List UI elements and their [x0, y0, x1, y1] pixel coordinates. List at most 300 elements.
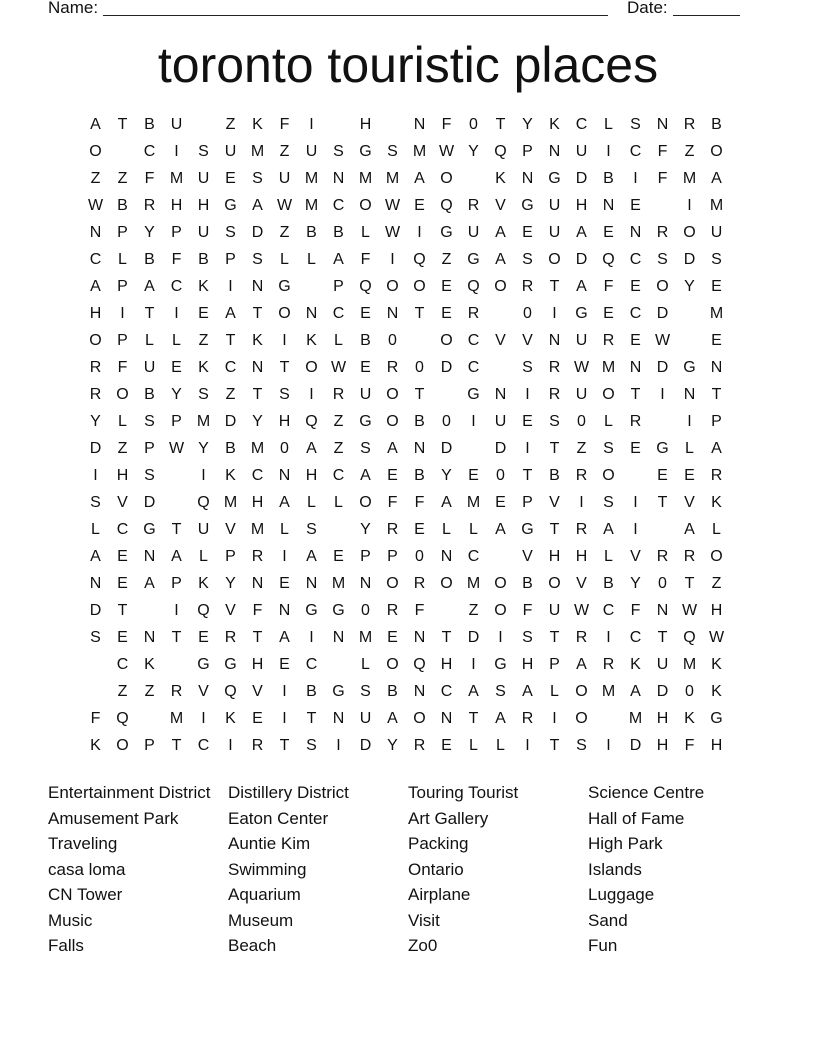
grid-cell: T: [549, 521, 560, 538]
grid-cell: U: [170, 116, 183, 133]
grid-cell: C: [251, 467, 264, 484]
grid-row: [82, 493, 732, 520]
grid-cell: K: [90, 737, 101, 754]
grid-cell: P: [387, 548, 398, 565]
grid-cell: R: [548, 359, 561, 376]
grid-cell: E: [360, 305, 371, 322]
grid-cell: R: [575, 467, 588, 484]
grid-cell: U: [656, 656, 669, 673]
grid-cell: I: [93, 467, 98, 484]
grid-cell: L: [307, 494, 316, 511]
grid-cell: T: [441, 629, 452, 646]
grid-cell: D: [656, 305, 669, 322]
grid-cell: K: [711, 656, 722, 673]
grid-cell: O: [710, 548, 723, 565]
grid-cell: N: [143, 548, 156, 565]
grid-cell: S: [198, 386, 209, 403]
grid-cell: B: [198, 251, 209, 268]
grid-cell: U: [467, 224, 480, 241]
grid-cell: D: [143, 494, 156, 511]
grid-cell: O: [386, 575, 399, 592]
grid-cell: S: [252, 170, 263, 187]
grid-cell: D: [251, 224, 264, 241]
grid-cell: Q: [467, 278, 480, 295]
grid-cell: Y: [630, 575, 641, 592]
grid-cell: C: [170, 278, 183, 295]
word-item: Sand: [588, 910, 628, 930]
grid-row: [82, 169, 732, 196]
grid-cell: G: [710, 710, 723, 727]
grid-cell: V: [630, 548, 641, 565]
grid-cell: Z: [711, 575, 722, 592]
word-bank: [48, 780, 768, 960]
grid-cell: E: [198, 305, 209, 322]
grid-row: [82, 574, 732, 601]
grid-cell: B: [306, 224, 317, 241]
grid-cell: U: [197, 224, 210, 241]
grid-cell: O: [548, 575, 561, 592]
grid-cell: N: [413, 440, 426, 457]
grid-cell: Z: [117, 683, 128, 700]
grid-cell: E: [414, 197, 425, 214]
grid-cell: D: [224, 413, 237, 430]
grid-cell: A: [495, 224, 506, 241]
grid-cell: E: [279, 656, 290, 673]
grid-cell: C: [629, 251, 642, 268]
grid-cell: M: [466, 575, 481, 592]
grid-cell: R: [602, 332, 615, 349]
grid-cell: M: [601, 683, 616, 700]
grid-cell: U: [278, 170, 291, 187]
grid-cell: H: [575, 548, 588, 565]
grid-cell: U: [548, 197, 561, 214]
grid-cell: P: [549, 656, 560, 673]
grid-cell: C: [116, 521, 129, 538]
grid-cell: C: [332, 467, 345, 484]
grid-cell: I: [309, 386, 314, 403]
grid-cell: I: [498, 629, 503, 646]
word-item: Beach: [228, 936, 277, 955]
grid-cell: H: [305, 467, 318, 484]
grid-cell: V: [225, 602, 236, 619]
grid-cell: D: [467, 629, 480, 646]
grid-cell: A: [90, 548, 101, 565]
grid-cell: L: [469, 521, 478, 538]
grid-cell: V: [549, 494, 560, 511]
grid-cell: H: [521, 656, 534, 673]
grid-cell: A: [360, 467, 371, 484]
grid-cell: E: [630, 440, 641, 457]
grid-cell: C: [575, 116, 588, 133]
grid-cell: D: [683, 251, 696, 268]
grid-cell: M: [358, 629, 373, 646]
grid-cell: A: [333, 251, 344, 268]
grid-cell: Z: [225, 116, 236, 133]
grid-cell: I: [282, 710, 287, 727]
grid-cell: R: [710, 467, 723, 484]
grid-cell: L: [712, 521, 721, 538]
grid-cell: L: [469, 737, 478, 754]
grid-cell: 0: [442, 413, 451, 430]
grid-cell: Q: [683, 629, 696, 646]
grid-cell: E: [387, 467, 398, 484]
grid-cell: F: [252, 602, 263, 619]
grid-cell: K: [144, 656, 155, 673]
word-item: Swimming: [228, 859, 307, 879]
grid-cell: I: [687, 413, 692, 430]
grid-cell: E: [603, 305, 614, 322]
grid-cell: H: [656, 737, 669, 754]
grid-cell: I: [633, 494, 638, 511]
grid-cell: F: [522, 602, 533, 619]
grid-cell: A: [414, 170, 425, 187]
grid-cell: R: [386, 359, 399, 376]
grid-cell: E: [441, 305, 452, 322]
grid-cell: P: [171, 413, 182, 430]
grid-cell: A: [387, 710, 398, 727]
grid-cell: N: [629, 359, 642, 376]
grid-cell: C: [224, 359, 237, 376]
grid-cell: O: [548, 251, 561, 268]
grid-cell: O: [683, 224, 696, 241]
grid-cell: M: [196, 413, 211, 430]
grid-cell: P: [117, 332, 128, 349]
grid-cell: R: [89, 386, 102, 403]
grid-cell: G: [521, 521, 534, 538]
grid-cell: I: [579, 494, 584, 511]
grid-cell: M: [331, 575, 346, 592]
grid-cell: G: [494, 656, 507, 673]
grid-cell: A: [144, 278, 155, 295]
grid-cell: B: [360, 332, 371, 349]
grid-cell: G: [467, 251, 480, 268]
grid-cell: L: [199, 548, 208, 565]
word-item: Auntie Kim: [228, 834, 311, 853]
grid-cell: E: [495, 494, 506, 511]
grid-cell: W: [87, 197, 104, 214]
grid-cell: R: [629, 413, 642, 430]
grid-cell: I: [552, 305, 557, 322]
grid-cell: M: [709, 197, 724, 214]
grid-cell: O: [656, 278, 669, 295]
grid-row: [82, 196, 732, 223]
grid-cell: R: [251, 548, 264, 565]
grid-cell: I: [336, 737, 341, 754]
grid-cell: B: [414, 413, 425, 430]
grid-cell: 0: [685, 683, 694, 700]
grid-cell: R: [521, 710, 534, 727]
grid-cell: P: [117, 278, 128, 295]
grid-cell: O: [89, 143, 102, 160]
grid-cell: R: [170, 683, 183, 700]
grid-cell: B: [117, 197, 128, 214]
grid-cell: N: [386, 305, 399, 322]
grid-cell: N: [143, 629, 156, 646]
grid-cell: Y: [522, 116, 533, 133]
grid-cell: S: [144, 413, 155, 430]
grid-cell: L: [307, 251, 316, 268]
grid-cell: E: [360, 359, 371, 376]
word-item: Art Gallery: [408, 808, 489, 828]
grid-cell: E: [522, 413, 533, 430]
grid-row: [82, 466, 732, 493]
word-item: Entertainment District: [48, 783, 211, 802]
grid-cell: R: [575, 521, 588, 538]
grid-cell: U: [197, 170, 210, 187]
word-item: Luggage: [588, 885, 655, 904]
grid-cell: Z: [225, 386, 236, 403]
word-column: [228, 780, 349, 959]
grid-cell: N: [440, 710, 453, 727]
grid-cell: V: [495, 197, 506, 214]
grid-cell: W: [573, 359, 590, 376]
grid-cell: I: [552, 710, 557, 727]
grid-cell: O: [602, 467, 615, 484]
grid-cell: E: [117, 548, 128, 565]
grid-row: [82, 142, 732, 169]
grid-cell: K: [549, 116, 560, 133]
grid-cell: T: [171, 521, 182, 538]
grid-cell: I: [309, 629, 314, 646]
grid-cell: D: [656, 683, 669, 700]
grid-cell: L: [145, 332, 154, 349]
grid-cell: M: [304, 197, 319, 214]
grid-cell: U: [305, 143, 318, 160]
grid-cell: G: [305, 602, 318, 619]
grid-cell: P: [711, 413, 722, 430]
grid-cell: R: [521, 278, 534, 295]
grid-cell: B: [225, 440, 236, 457]
grid-cell: L: [172, 332, 181, 349]
grid-cell: H: [548, 548, 561, 565]
grid-cell: O: [602, 386, 615, 403]
grid-cell: S: [549, 413, 560, 430]
grid-cell: U: [143, 359, 156, 376]
word-item: Packing: [408, 834, 469, 853]
grid-cell: 0: [577, 413, 586, 430]
grid-cell: E: [252, 710, 263, 727]
grid-cell: P: [225, 548, 236, 565]
grid-cell: M: [682, 170, 697, 187]
grid-cell: N: [332, 710, 345, 727]
grid-cell: I: [201, 710, 206, 727]
grid-cell: E: [468, 467, 479, 484]
grid-cell: V: [117, 494, 128, 511]
grid-cell: A: [495, 251, 506, 268]
grid-cell: Q: [413, 251, 426, 268]
grid-cell: S: [657, 251, 668, 268]
word-item: Airplane: [408, 885, 471, 904]
grid-cell: S: [711, 251, 722, 268]
grid-cell: E: [117, 629, 128, 646]
grid-cell: C: [629, 305, 642, 322]
grid-cell: R: [332, 386, 345, 403]
grid-cell: M: [250, 143, 265, 160]
grid-cell: R: [143, 197, 156, 214]
grid-cell: G: [359, 413, 372, 430]
grid-cell: I: [390, 251, 395, 268]
grid-cell: B: [306, 683, 317, 700]
grid-cell: F: [603, 278, 614, 295]
word-item: Museum: [228, 910, 294, 930]
grid-cell: A: [630, 683, 641, 700]
grid-cell: K: [684, 710, 695, 727]
grid-cell: Q: [494, 143, 507, 160]
grid-cell: A: [306, 440, 317, 457]
grid-cell: W: [276, 197, 293, 214]
grid-cell: W: [708, 629, 725, 646]
grid-cell: C: [89, 251, 102, 268]
grid-cell: F: [144, 170, 155, 187]
grid-cell: Z: [117, 170, 128, 187]
grid-cell: 0: [469, 116, 478, 133]
grid-cell: K: [630, 656, 641, 673]
grid-cell: M: [601, 359, 616, 376]
grid-cell: M: [250, 521, 265, 538]
grid-cell: Y: [225, 575, 236, 592]
grid-cell: F: [90, 710, 101, 727]
grid-cell: S: [603, 440, 614, 457]
grid-cell: R: [602, 656, 615, 673]
grid-cell: R: [386, 602, 399, 619]
grid-cell: Z: [90, 170, 101, 187]
grid-cell: N: [332, 170, 345, 187]
grid-cell: I: [687, 197, 692, 214]
grid-cell: O: [386, 278, 399, 295]
grid-cell: L: [334, 332, 343, 349]
grid-cell: V: [522, 332, 533, 349]
grid-cell: B: [522, 575, 533, 592]
grid-cell: W: [654, 332, 671, 349]
grid-cell: N: [413, 629, 426, 646]
grid-cell: T: [279, 737, 290, 754]
word-item: Hall of Fame: [588, 808, 685, 828]
grid-cell: N: [656, 602, 669, 619]
grid-cell: C: [197, 737, 210, 754]
grid-cell: H: [278, 413, 291, 430]
grid-cell: B: [414, 467, 425, 484]
grid-cell: H: [170, 197, 183, 214]
grid-cell: T: [414, 386, 425, 403]
grid-cell: O: [440, 170, 453, 187]
grid-cell: Z: [279, 224, 290, 241]
grid-cell: V: [684, 494, 695, 511]
grid-cell: P: [117, 224, 128, 241]
grid-cell: S: [333, 143, 344, 160]
grid-cell: I: [282, 683, 287, 700]
word-item: Traveling: [48, 834, 118, 853]
grid-cell: W: [438, 143, 455, 160]
grid-cell: O: [575, 683, 588, 700]
grid-cell: I: [606, 143, 611, 160]
grid-cell: E: [630, 197, 641, 214]
grid-cell: O: [494, 602, 507, 619]
grid-cell: L: [361, 224, 370, 241]
grid-cell: O: [278, 305, 291, 322]
grid-cell: D: [89, 440, 102, 457]
grid-row: [82, 709, 732, 736]
grid-cell: Z: [279, 143, 290, 160]
grid-cell: R: [224, 629, 237, 646]
grid-cell: C: [467, 332, 480, 349]
grid-cell: T: [630, 386, 641, 403]
grid-cell: Y: [171, 386, 182, 403]
grid-cell: T: [252, 305, 263, 322]
grid-cell: O: [386, 413, 399, 430]
grid-cell: C: [143, 143, 156, 160]
word-item: Islands: [588, 859, 642, 879]
grid-cell: S: [90, 629, 101, 646]
grid-cell: G: [143, 521, 156, 538]
grid-cell: R: [575, 629, 588, 646]
grid-cell: G: [332, 602, 345, 619]
grid-cell: G: [332, 683, 345, 700]
grid-cell: D: [440, 359, 453, 376]
grid-cell: E: [684, 467, 695, 484]
grid-cell: B: [144, 116, 155, 133]
grid-cell: A: [252, 197, 263, 214]
grid-cell: I: [633, 521, 638, 538]
grid-cell: T: [306, 710, 317, 727]
grid-cell: N: [602, 197, 615, 214]
grid-cell: C: [332, 197, 345, 214]
grid-cell: G: [359, 143, 372, 160]
grid-cell: S: [630, 116, 641, 133]
grid-cell: A: [711, 170, 722, 187]
grid-cell: H: [575, 197, 588, 214]
grid-cell: T: [549, 440, 560, 457]
grid-cell: Y: [90, 413, 101, 430]
grid-cell: N: [710, 359, 723, 376]
grid-cell: B: [333, 224, 344, 241]
grid-cell: H: [116, 467, 129, 484]
grid-cell: G: [440, 224, 453, 241]
word-column: [48, 780, 211, 959]
grid-cell: L: [604, 548, 613, 565]
grid-cell: G: [278, 278, 291, 295]
grid-cell: W: [681, 602, 698, 619]
grid-cell: D: [575, 251, 588, 268]
grid-cell: Q: [305, 413, 318, 430]
grid-cell: Y: [684, 278, 695, 295]
grid-cell: S: [522, 359, 533, 376]
grid-cell: N: [629, 224, 642, 241]
grid-cell: I: [228, 737, 233, 754]
grid-cell: G: [683, 359, 696, 376]
grid-cell: H: [440, 656, 453, 673]
grid-cell: K: [225, 467, 236, 484]
grid-cell: K: [252, 332, 263, 349]
grid-cell: T: [549, 629, 560, 646]
grid-row: [82, 655, 732, 682]
grid-cell: S: [252, 251, 263, 268]
word-item: Eaton Center: [228, 808, 329, 828]
grid-cell: Z: [198, 332, 209, 349]
grid-cell: E: [711, 278, 722, 295]
grid-cell: E: [279, 575, 290, 592]
grid-cell: S: [603, 494, 614, 511]
grid-cell: W: [330, 359, 347, 376]
grid-cell: E: [441, 278, 452, 295]
grid-cell: N: [278, 602, 291, 619]
grid-cell: E: [630, 278, 641, 295]
grid-cell: L: [91, 521, 100, 538]
grid-cell: N: [440, 548, 453, 565]
grid-cell: T: [657, 494, 668, 511]
grid-cell: T: [684, 575, 695, 592]
grid-cell: E: [603, 224, 614, 241]
grid-cell: E: [198, 629, 209, 646]
